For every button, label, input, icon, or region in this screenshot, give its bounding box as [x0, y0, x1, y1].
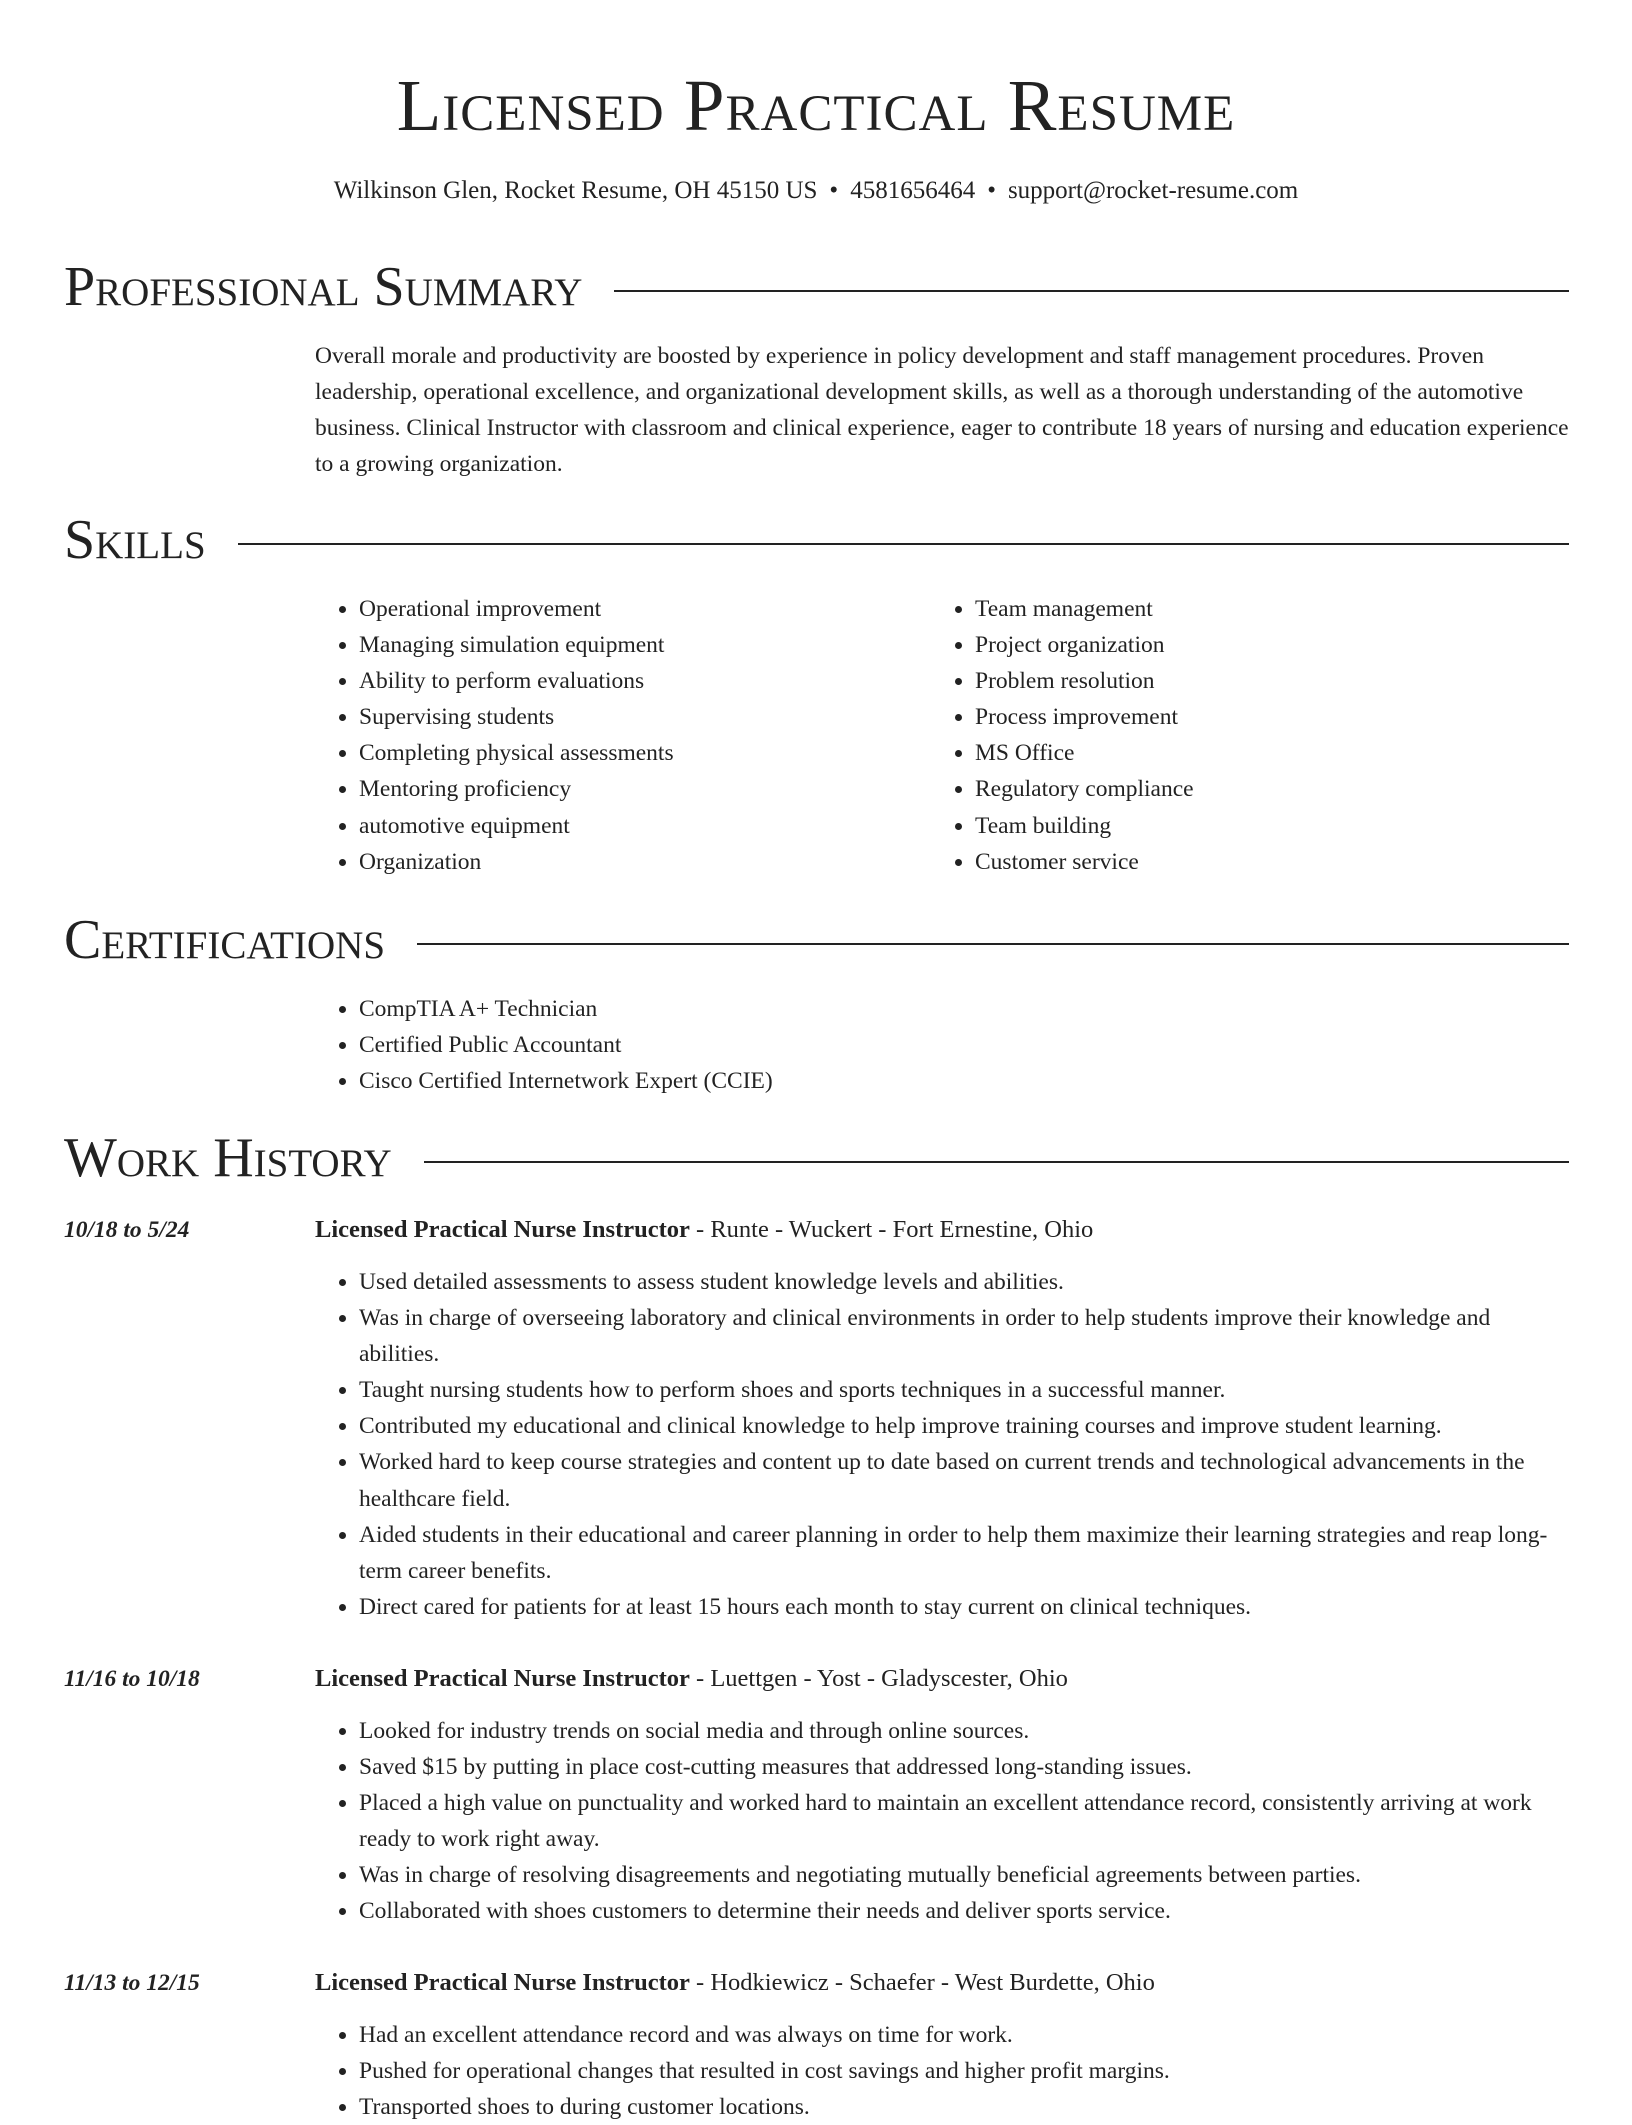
contact-phone: 4581656464	[850, 177, 976, 204]
job-company: - Hodkiewicz - Schaefer - West Burdette, Ohio	[689, 1969, 1155, 1996]
certification-item: • Cisco Certified Internetwork Expert (CCIE)	[359, 1063, 1415, 1099]
section-header-summary	[64, 252, 1569, 322]
skills-list	[931, 591, 1531, 880]
job-bullet: • Direct cared for patients for at least 15 hours each month to stay current on clinical techniques.	[359, 1589, 1570, 1625]
section-divider	[424, 1161, 1569, 1163]
job-bullet-list	[315, 1713, 1570, 1930]
skill-item: • Completing physical assessments	[359, 735, 915, 771]
skill-item: • Team management	[975, 591, 1531, 627]
job-heading	[315, 1212, 1093, 1248]
job-bullets	[315, 2017, 1570, 2125]
section-header-skills	[64, 505, 1569, 575]
resume-title: Licensed Practical Resume	[396, 65, 1236, 146]
skills-column-left	[315, 591, 915, 880]
job-bullet: • Used detailed assessments to assess student knowledge levels and abilities.	[359, 1264, 1570, 1300]
section-header-work-history	[64, 1123, 1569, 1193]
contact-line	[0, 174, 1632, 208]
job-bullet: • Transported shoes to during customer locations.	[359, 2089, 1570, 2125]
job-bullet: • Taught nursing students how to perform shoes and sports techniques in a successful manner.	[359, 1372, 1570, 1408]
job-title: Licensed Practical Nurse Instructor	[315, 1969, 690, 1996]
skill-item: • MS Office	[975, 735, 1531, 771]
contact-separator: •	[829, 177, 839, 204]
section-title-skills: Skills	[64, 509, 206, 571]
skill-item: • Regulatory compliance	[975, 771, 1531, 807]
contact-separator: •	[987, 177, 996, 204]
job-bullet-list	[315, 2017, 1570, 2125]
job-dates: 10/18 to 5/24	[64, 1217, 190, 1243]
job-bullet: • Was in charge of resolving disagreements and negotiating mutually beneficial agreements between parties.	[359, 1857, 1570, 1893]
job-bullets	[315, 1264, 1570, 1625]
job-dates: 11/16 to 10/18	[64, 1666, 200, 1692]
job-bullet: • Collaborated with shoes customers to determine their needs and deliver sports service.	[359, 1893, 1570, 1929]
section-title-work-history: Work History	[64, 1127, 392, 1189]
job-dates: 11/13 to 12/15	[64, 1970, 200, 1996]
job-title: Licensed Practical Nurse Instructor	[315, 1665, 690, 1692]
certifications-block	[315, 991, 1415, 1099]
skill-item: • Customer service	[975, 844, 1531, 880]
skill-item: • Organization	[359, 844, 915, 880]
skill-item: • Problem resolution	[975, 663, 1531, 699]
contact-email: support@rocket-resume.com	[1007, 177, 1299, 204]
job-title: Licensed Practical Nurse Instructor	[315, 1216, 690, 1243]
job-bullet: • Aided students in their educational and career planning in order to help them maximize their learning strategies and reap long-term career benefits.	[359, 1517, 1570, 1589]
certification-item: • Certified Public Accountant	[359, 1027, 1415, 1063]
section-divider	[417, 943, 1569, 945]
skill-item: • Process improvement	[975, 699, 1531, 735]
section-title-certifications: Certifications	[64, 909, 386, 971]
job-company: - Runte - Wuckert - Fort Ernestine, Ohio	[689, 1216, 1094, 1243]
job-heading	[315, 1661, 1068, 1697]
certifications-list	[315, 991, 1415, 1099]
job-bullet: • Had an excellent attendance record and was always on time for work.	[359, 2017, 1570, 2053]
job-bullet: • Saved $15 by putting in place cost-cutting measures that addressed long-standing issues.	[359, 1749, 1570, 1785]
job-bullet-list	[315, 1264, 1570, 1625]
section-title-summary: Professional Summary	[64, 256, 583, 318]
skill-item: • Team building	[975, 808, 1531, 844]
skill-item: • Operational improvement	[359, 591, 915, 627]
job-bullet: • Worked hard to keep course strategies and content up to date based on current trends and technological advancements in the healthcare field.	[359, 1444, 1570, 1516]
section-header-certifications	[64, 905, 1569, 975]
skill-item: • Managing simulation equipment	[359, 627, 915, 663]
skill-item: • Ability to perform evaluations	[359, 663, 915, 699]
job-bullet: • Pushed for operational changes that resulted in cost savings and higher profit margins.	[359, 2053, 1570, 2089]
job-bullet: • Placed a high value on punctuality and worked hard to maintain an excellent attendance record, consistently arriving at work ready to work right away.	[359, 1785, 1570, 1857]
skills-column-right	[931, 591, 1531, 880]
skills-list	[315, 591, 915, 880]
skill-item: • automotive equipment	[359, 808, 915, 844]
skill-item: • Project organization	[975, 627, 1531, 663]
certification-item: • CompTIA A+ Technician	[359, 991, 1415, 1027]
job-company: - Luettgen - Yost - Gladyscester, Ohio	[689, 1665, 1068, 1692]
job-bullets	[315, 1713, 1570, 1930]
job-bullet: • Was in charge of overseeing laboratory and clinical environments in order to help students improve their knowledge and abilities.	[359, 1300, 1570, 1372]
job-bullet: • Contributed my educational and clinical knowledge to help improve training courses and improve student learning.	[359, 1408, 1570, 1444]
skill-item: • Supervising students	[359, 699, 915, 735]
skill-item: • Mentoring proficiency	[359, 771, 915, 807]
job-heading	[315, 1965, 1155, 2001]
summary-text: Overall morale and productivity are boosted by experience in policy development and staff management procedures. Proven leadership, operational excellence, and organizational development skills, as well as a thorough understanding of the automotive business. Clinical Instructor with classroom and clinical experience, eager to contribute 18 years of nursing and education experience to a growing organization.	[315, 343, 1569, 477]
contact-address: Wilkinson Glen, Rocket Resume, OH 45150 US	[333, 177, 818, 204]
section-divider	[614, 290, 1569, 292]
job-bullet: • Looked for industry trends on social media and through online sources.	[359, 1713, 1570, 1749]
section-divider	[238, 543, 1569, 545]
